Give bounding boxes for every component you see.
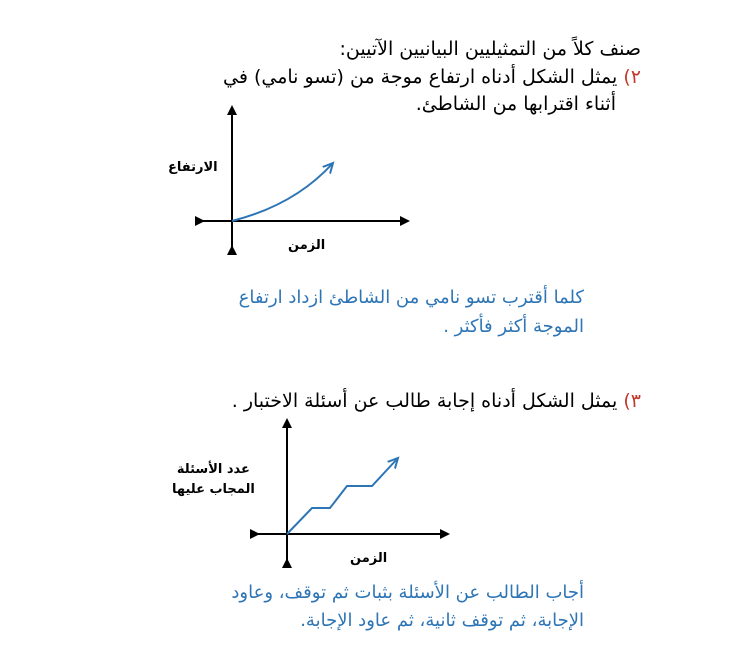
- q2-text-line2: أثناء اقترابها من الشاطئ.: [415, 93, 616, 115]
- q3-x-label: الزمن: [350, 551, 388, 566]
- q2-answer-line2: الموجة أكثر فأكثر .: [443, 316, 584, 337]
- q3-graph: [250, 418, 450, 568]
- q3-line: [232, 390, 641, 412]
- q2-curve: [232, 163, 333, 221]
- q3-y-label: [172, 460, 255, 500]
- q3-text: يمثل الشكل أدناه إجابة طالب عن أسئلة الاختبار .: [231, 390, 618, 412]
- q2-x-label: الزمن: [288, 238, 326, 253]
- q3-y-label-line2: المجاب عليها: [172, 482, 255, 497]
- q2-y-label: الارتفاع: [168, 160, 218, 175]
- q3-y-label-line1: عدد الأسئلة: [176, 462, 250, 477]
- q2-line1: [223, 66, 641, 88]
- q3-answer-line1: أجاب الطالب عن الأسئلة بثبات ثم توقف، وعاود: [231, 582, 584, 603]
- q2-answer-line1: كلما أقترب تسو نامي من الشاطئ ازداد ارتفاع: [238, 287, 584, 308]
- q2-graph: [195, 105, 410, 255]
- q2-text-line1: يمثل الشكل أدناه ارتفاع موجة من (تسو نامي) في: [222, 66, 618, 88]
- q3-step-line: [287, 458, 398, 534]
- intro-text: صنف كلاً من التمثيليين البيانيين الآتيين:: [339, 38, 641, 60]
- q3-number: ٣): [623, 390, 641, 412]
- q2-number: ٢): [623, 66, 641, 88]
- q3-answer-line2: الإجابة، ثم توقف ثانية، ثم عاود الإجابة.: [300, 610, 584, 631]
